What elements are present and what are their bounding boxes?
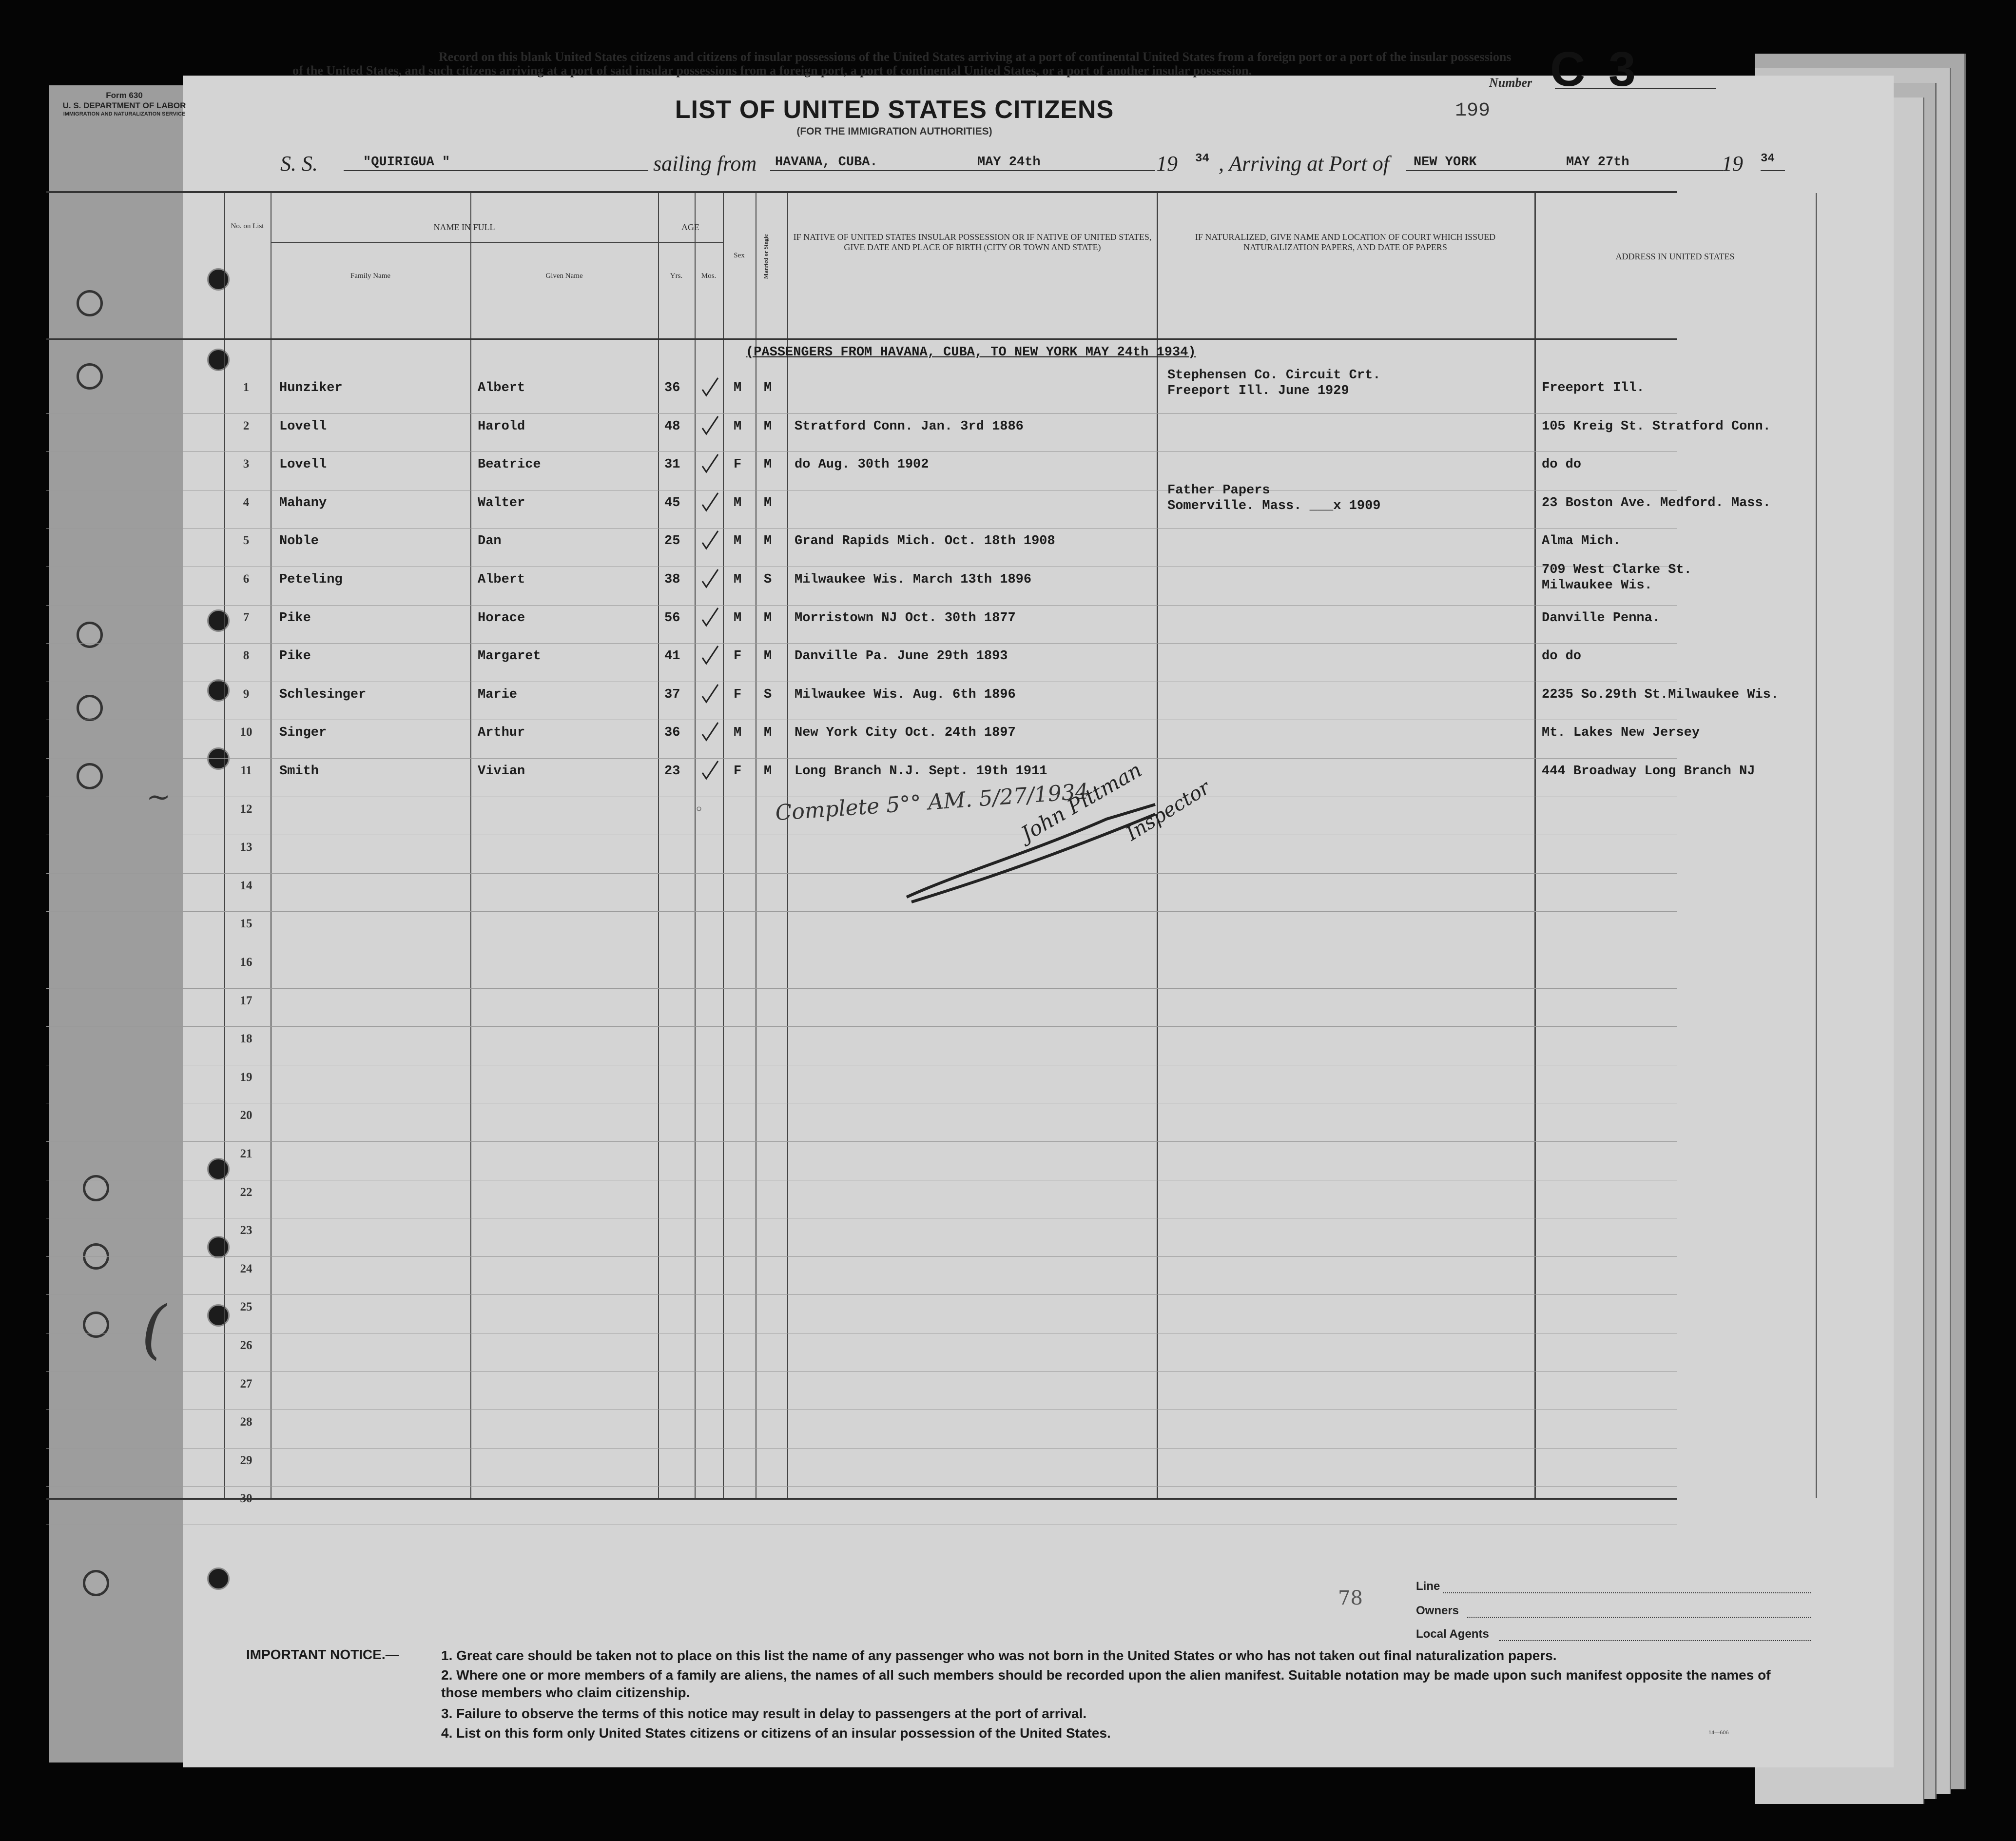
cell-birth: Morristown NJ Oct. 30th 1877 (795, 610, 1016, 626)
checkmark-icon (700, 377, 720, 397)
row-number: 24 (240, 1262, 252, 1275)
cell-no: 1 (243, 381, 250, 394)
cell-addr: Mt. Lakes New Jersey (1542, 725, 1700, 741)
row-rule (46, 1141, 1677, 1142)
cell-given: Albert (478, 381, 525, 395)
cell-ms: M (764, 725, 772, 741)
table-row (46, 649, 1816, 687)
cell-no: 9 (243, 687, 250, 701)
cell-given: Harold (478, 419, 525, 434)
form-service: IMMIGRATION AND NATURALIZATION SERVICE (63, 111, 186, 117)
header-given-name: Given Name (545, 272, 583, 280)
cell-family: Hunziker (279, 381, 343, 395)
row-number: 20 (240, 1109, 252, 1122)
cell-sex: M (734, 381, 742, 395)
cell-nat-line2: Somerville. Mass. ___x 1909 (1167, 498, 1381, 513)
cell-addr: 23 Boston Ave. Medford. Mass. (1542, 495, 1771, 510)
cell-yrs: 25 (664, 534, 680, 549)
cell-yrs: 56 (664, 610, 680, 626)
cell-family: Peteling (279, 572, 343, 587)
cell-addr: Freeport Ill. (1542, 381, 1645, 395)
owners-label: Owners (1416, 1604, 1459, 1617)
header-naturalized: IF NATURALIZED, GIVE NAME AND LOCATION OF COURT WHICH ISSUED NATURALIZATION PAPERS, AND DATE OF PAPERS (1195, 232, 1496, 252)
header-subrule (271, 242, 658, 243)
cell-birth: do Aug. 30th 1902 (795, 457, 929, 472)
cell-ms: M (764, 381, 772, 395)
line-field (1443, 1592, 1811, 1593)
row-rule (46, 1371, 1677, 1372)
cell-given: Marie (478, 687, 518, 702)
cell-addr: do do (1542, 457, 1582, 472)
form-preamble: Record on this blank United States citizens and citizens of insular possessions of the United States arriving at a port of continental United States from a foreign port or a port of the insular possessions of the United States, and such citizens arriving at a port of said insular possessions from a foreign port, a port of continental United States, or a port of another insular possession. (292, 50, 1512, 78)
checkmark-icon (700, 607, 720, 627)
row-number: 16 (240, 956, 252, 969)
cell-family: Pike (279, 649, 311, 664)
cell-ms: M (764, 457, 772, 472)
cell-sex: F (734, 649, 742, 664)
arrival-port: NEW YORK (1414, 155, 1477, 170)
header-age: AGE (681, 222, 699, 232)
binder-ring-icon (83, 1570, 109, 1596)
cell-given: Horace (478, 610, 525, 626)
row-number: 13 (240, 841, 252, 854)
row-number: 17 (240, 994, 252, 1007)
row-rule (46, 1026, 1677, 1027)
cell-yrs: 36 (664, 381, 680, 395)
form-department: U. S. DEPARTMENT OF LABOR (62, 101, 186, 111)
cell-yrs: 41 (664, 649, 680, 664)
row-rule (46, 1294, 1677, 1295)
row-rule (46, 911, 1677, 912)
cell-nat: Father Papers (1167, 483, 1270, 498)
cell-family: Singer (279, 725, 327, 741)
arrival-date: MAY 27th (1566, 155, 1629, 170)
passenger-group-header: (PASSENGERS FROM HAVANA, CUBA, TO NEW YORK MAY 24th 1934) (746, 345, 1196, 360)
cell-no: 7 (243, 610, 250, 624)
form-number: Form 630 (106, 91, 143, 100)
ship-underline (344, 170, 648, 171)
cell-ms: M (764, 764, 772, 779)
page-title: LIST OF UNITED STATES CITIZENS (675, 96, 1114, 124)
table-row (46, 457, 1816, 495)
header-no-on-list: No. on List (231, 222, 264, 230)
cell-sex: M (734, 495, 742, 510)
departure-date: MAY 24th (977, 155, 1041, 170)
agents-label: Local Agents (1416, 1627, 1489, 1641)
cell-ms: S (764, 687, 772, 702)
cell-birth: Danville Pa. June 29th 1893 (795, 649, 1008, 664)
cell-sex: M (734, 610, 742, 626)
cell-ms: M (764, 495, 772, 510)
cell-no: 6 (243, 572, 250, 586)
row-number: 15 (240, 917, 252, 931)
header-name-in-full: NAME IN FULL (433, 222, 495, 232)
cell-sex: F (734, 764, 742, 779)
row-rule (46, 988, 1677, 989)
cell-given: Albert (478, 572, 525, 587)
header-mos: Mos. (701, 272, 717, 280)
notice-item: 2. Where one or more members of a family are aliens, the names of all such members should be recorded upon the alien manifest. Suitable notation may be made upon such manifest opposite the names of those members who claim citizenship. (441, 1667, 1771, 1701)
completion-annotation: Complete 5°° AM. 5/27/1934 (775, 779, 1090, 826)
notice-heading: IMPORTANT NOTICE.— (246, 1647, 399, 1662)
cell-given: Arthur (478, 725, 525, 741)
cell-family: Noble (279, 534, 319, 549)
number-label: Number (1489, 76, 1532, 90)
checkmark-icon (700, 492, 720, 512)
checkmark-icon (700, 530, 720, 550)
cell-given: Beatrice (478, 457, 541, 472)
header-married-single: Married or Single (762, 234, 769, 279)
checkmark-icon (700, 760, 720, 781)
table-row (46, 611, 1816, 649)
cell-no: 3 (243, 457, 250, 471)
cell-yrs: 48 (664, 419, 680, 434)
notice-item: 1. Great care should be taken not to place on this list the name of any passenger who was not born in the United States or who has not taken out final naturalization papers. (441, 1648, 1557, 1663)
notice-item: 3. Failure to observe the terms of this notice may result in delay to passengers at the port of arrival. (441, 1706, 1087, 1721)
cell-addr: Danville Penna. (1542, 610, 1661, 626)
cell-addr: do do (1542, 649, 1582, 664)
cell-no: 5 (243, 534, 250, 548)
arrival-year-underline (1761, 170, 1785, 171)
owners-field (1467, 1617, 1811, 1618)
row-number: 22 (240, 1185, 252, 1199)
row-number: 26 (240, 1339, 252, 1352)
cell-addr: 105 Kreig St. Stratford Conn. (1542, 419, 1771, 434)
ss-label: S. S. (280, 152, 318, 176)
cell-addr: 444 Broadway Long Branch NJ (1542, 764, 1755, 779)
col-rule (1816, 193, 1817, 1498)
departure-port: HAVANA, CUBA. (775, 155, 878, 170)
cell-sex: M (734, 534, 742, 549)
line-label: Line (1416, 1580, 1440, 1593)
cell-sex: F (734, 457, 742, 472)
list-number: C 3 (1550, 42, 1641, 97)
page-subtitle: (FOR THE IMMIGRATION AUTHORITIES) (796, 126, 992, 137)
arriving-label: , Arriving at Port of (1219, 152, 1389, 176)
checkmark-icon (700, 415, 720, 436)
header-bottom-rule (46, 338, 1677, 340)
header-birth: IF NATIVE OF UNITED STATES INSULAR POSSESSION OR IF NATIVE OF UNITED STATES, GIVE DATE AND PLACE OF BIRTH (CITY OR TOWN AND STATE) (793, 232, 1152, 252)
table-row (46, 725, 1816, 764)
cell-addr: Alma Mich. (1542, 534, 1621, 549)
cell-birth: Milwaukee Wis. March 13th 1896 (795, 572, 1032, 587)
cell-no: 4 (243, 495, 250, 509)
arrival-year-prefix: 19 (1722, 152, 1743, 176)
cell-yrs: 37 (664, 687, 680, 702)
cell-ms: M (764, 610, 772, 626)
table-row (46, 368, 1816, 419)
small-circle-mark: ○ (696, 803, 702, 814)
row-rule (46, 873, 1677, 874)
table-row (46, 419, 1816, 457)
manifest-table (46, 191, 1779, 1506)
cell-birth: Long Branch N.J. Sept. 19th 1911 (795, 764, 1047, 779)
cell-ms: S (764, 572, 772, 587)
row-rule (46, 1256, 1677, 1257)
row-rule (46, 1448, 1677, 1449)
sailing-label: sailing from (653, 152, 757, 176)
cell-sex: M (734, 572, 742, 587)
punch-hole-icon (207, 1567, 230, 1590)
cell-family: Pike (279, 610, 311, 626)
cell-yrs: 23 (664, 764, 680, 779)
row-number: 23 (240, 1224, 252, 1237)
cell-addr: 2235 So.29th St.Milwaukee Wis. (1542, 687, 1779, 702)
checkmark-icon (700, 684, 720, 704)
row-number: 29 (240, 1453, 252, 1467)
cell-no: 8 (243, 649, 250, 663)
table-row (46, 563, 1816, 610)
cell-family: Smith (279, 764, 319, 779)
cell-family: Mahany (279, 495, 327, 510)
agents-field (1499, 1640, 1811, 1641)
row-number: 12 (240, 802, 252, 816)
cell-addr: 709 West Clarke St. (1542, 563, 1692, 577)
form-code: 14—606 (1708, 1730, 1729, 1736)
row-number: 28 (240, 1415, 252, 1429)
cell-ms: M (764, 649, 772, 664)
cell-given: Walter (478, 495, 525, 510)
row-number: 27 (240, 1377, 252, 1391)
margin-handwriting: ( (141, 1292, 166, 1366)
year-prefix: 19 (1156, 152, 1178, 176)
row-number: 30 (240, 1492, 252, 1506)
header-address: ADDRESS IN UNITED STATES (1615, 252, 1735, 261)
margin-handwriting: ~ (146, 780, 171, 814)
footer-page-number: 78 (1338, 1587, 1363, 1609)
cell-given: Margaret (478, 649, 541, 664)
sailing-underline (770, 170, 1155, 171)
checkmark-icon (700, 645, 720, 666)
header-subrule (658, 242, 723, 243)
cell-addr-line2: Milwaukee Wis. (1542, 578, 1652, 593)
arrival-year: 34 (1761, 152, 1775, 165)
cell-birth: Milwaukee Wis. Aug. 6th 1896 (795, 687, 1016, 702)
cell-family: Schlesinger (279, 687, 367, 702)
row-rule (46, 1486, 1677, 1487)
form-identifier (44, 90, 205, 118)
cell-nat: Stephensen Co. Circuit Crt. (1167, 368, 1381, 383)
header-family-name: Family Name (350, 272, 391, 280)
header-sex: Sex (734, 252, 745, 259)
checkmark-icon (700, 453, 720, 474)
cell-given: Vivian (478, 764, 525, 779)
cell-yrs: 38 (664, 572, 680, 587)
ship-name: "QUIRIGUA " (363, 155, 450, 170)
inspector-signature: John Pittman (1017, 758, 1146, 846)
cell-ms: M (764, 419, 772, 434)
row-number: 18 (240, 1032, 252, 1046)
checkmark-icon (700, 568, 720, 589)
notice-item: 4. List on this form only United States citizens or citizens of an insular possession of the United States. (441, 1725, 1111, 1741)
cell-nat-line2: Freeport Ill. June 1929 (1167, 384, 1349, 398)
cell-ms: M (764, 534, 772, 549)
checkmark-icon (700, 722, 720, 742)
row-number: 14 (240, 879, 252, 892)
row-number: 25 (240, 1300, 252, 1314)
cell-birth: Grand Rapids Mich. Oct. 18th 1908 (795, 534, 1055, 549)
header-yrs: Yrs. (670, 272, 683, 280)
cell-family: Lovell (279, 457, 327, 472)
cell-yrs: 45 (664, 495, 680, 510)
cell-no: 2 (243, 419, 250, 432)
row-number: 21 (240, 1147, 252, 1160)
cell-no: 11 (240, 764, 252, 777)
arrival-underline (1406, 170, 1723, 171)
departure-year: 34 (1195, 152, 1209, 165)
cell-birth: New York City Oct. 24th 1897 (795, 725, 1016, 741)
table-row (46, 687, 1816, 725)
cell-no: 10 (240, 725, 252, 739)
cell-birth: Stratford Conn. Jan. 3rd 1886 (795, 419, 1024, 434)
cell-family: Lovell (279, 419, 327, 434)
cell-yrs: 31 (664, 457, 680, 472)
cell-sex: M (734, 419, 742, 434)
stamped-page-number: 199 (1455, 100, 1491, 122)
cell-yrs: 36 (664, 725, 680, 741)
inspector-title: Inspector (1122, 776, 1214, 845)
cell-sex: F (734, 687, 742, 702)
row-number: 19 (240, 1070, 252, 1084)
cell-given: Dan (478, 534, 502, 549)
table-row (46, 483, 1816, 534)
cell-sex: M (734, 725, 742, 741)
